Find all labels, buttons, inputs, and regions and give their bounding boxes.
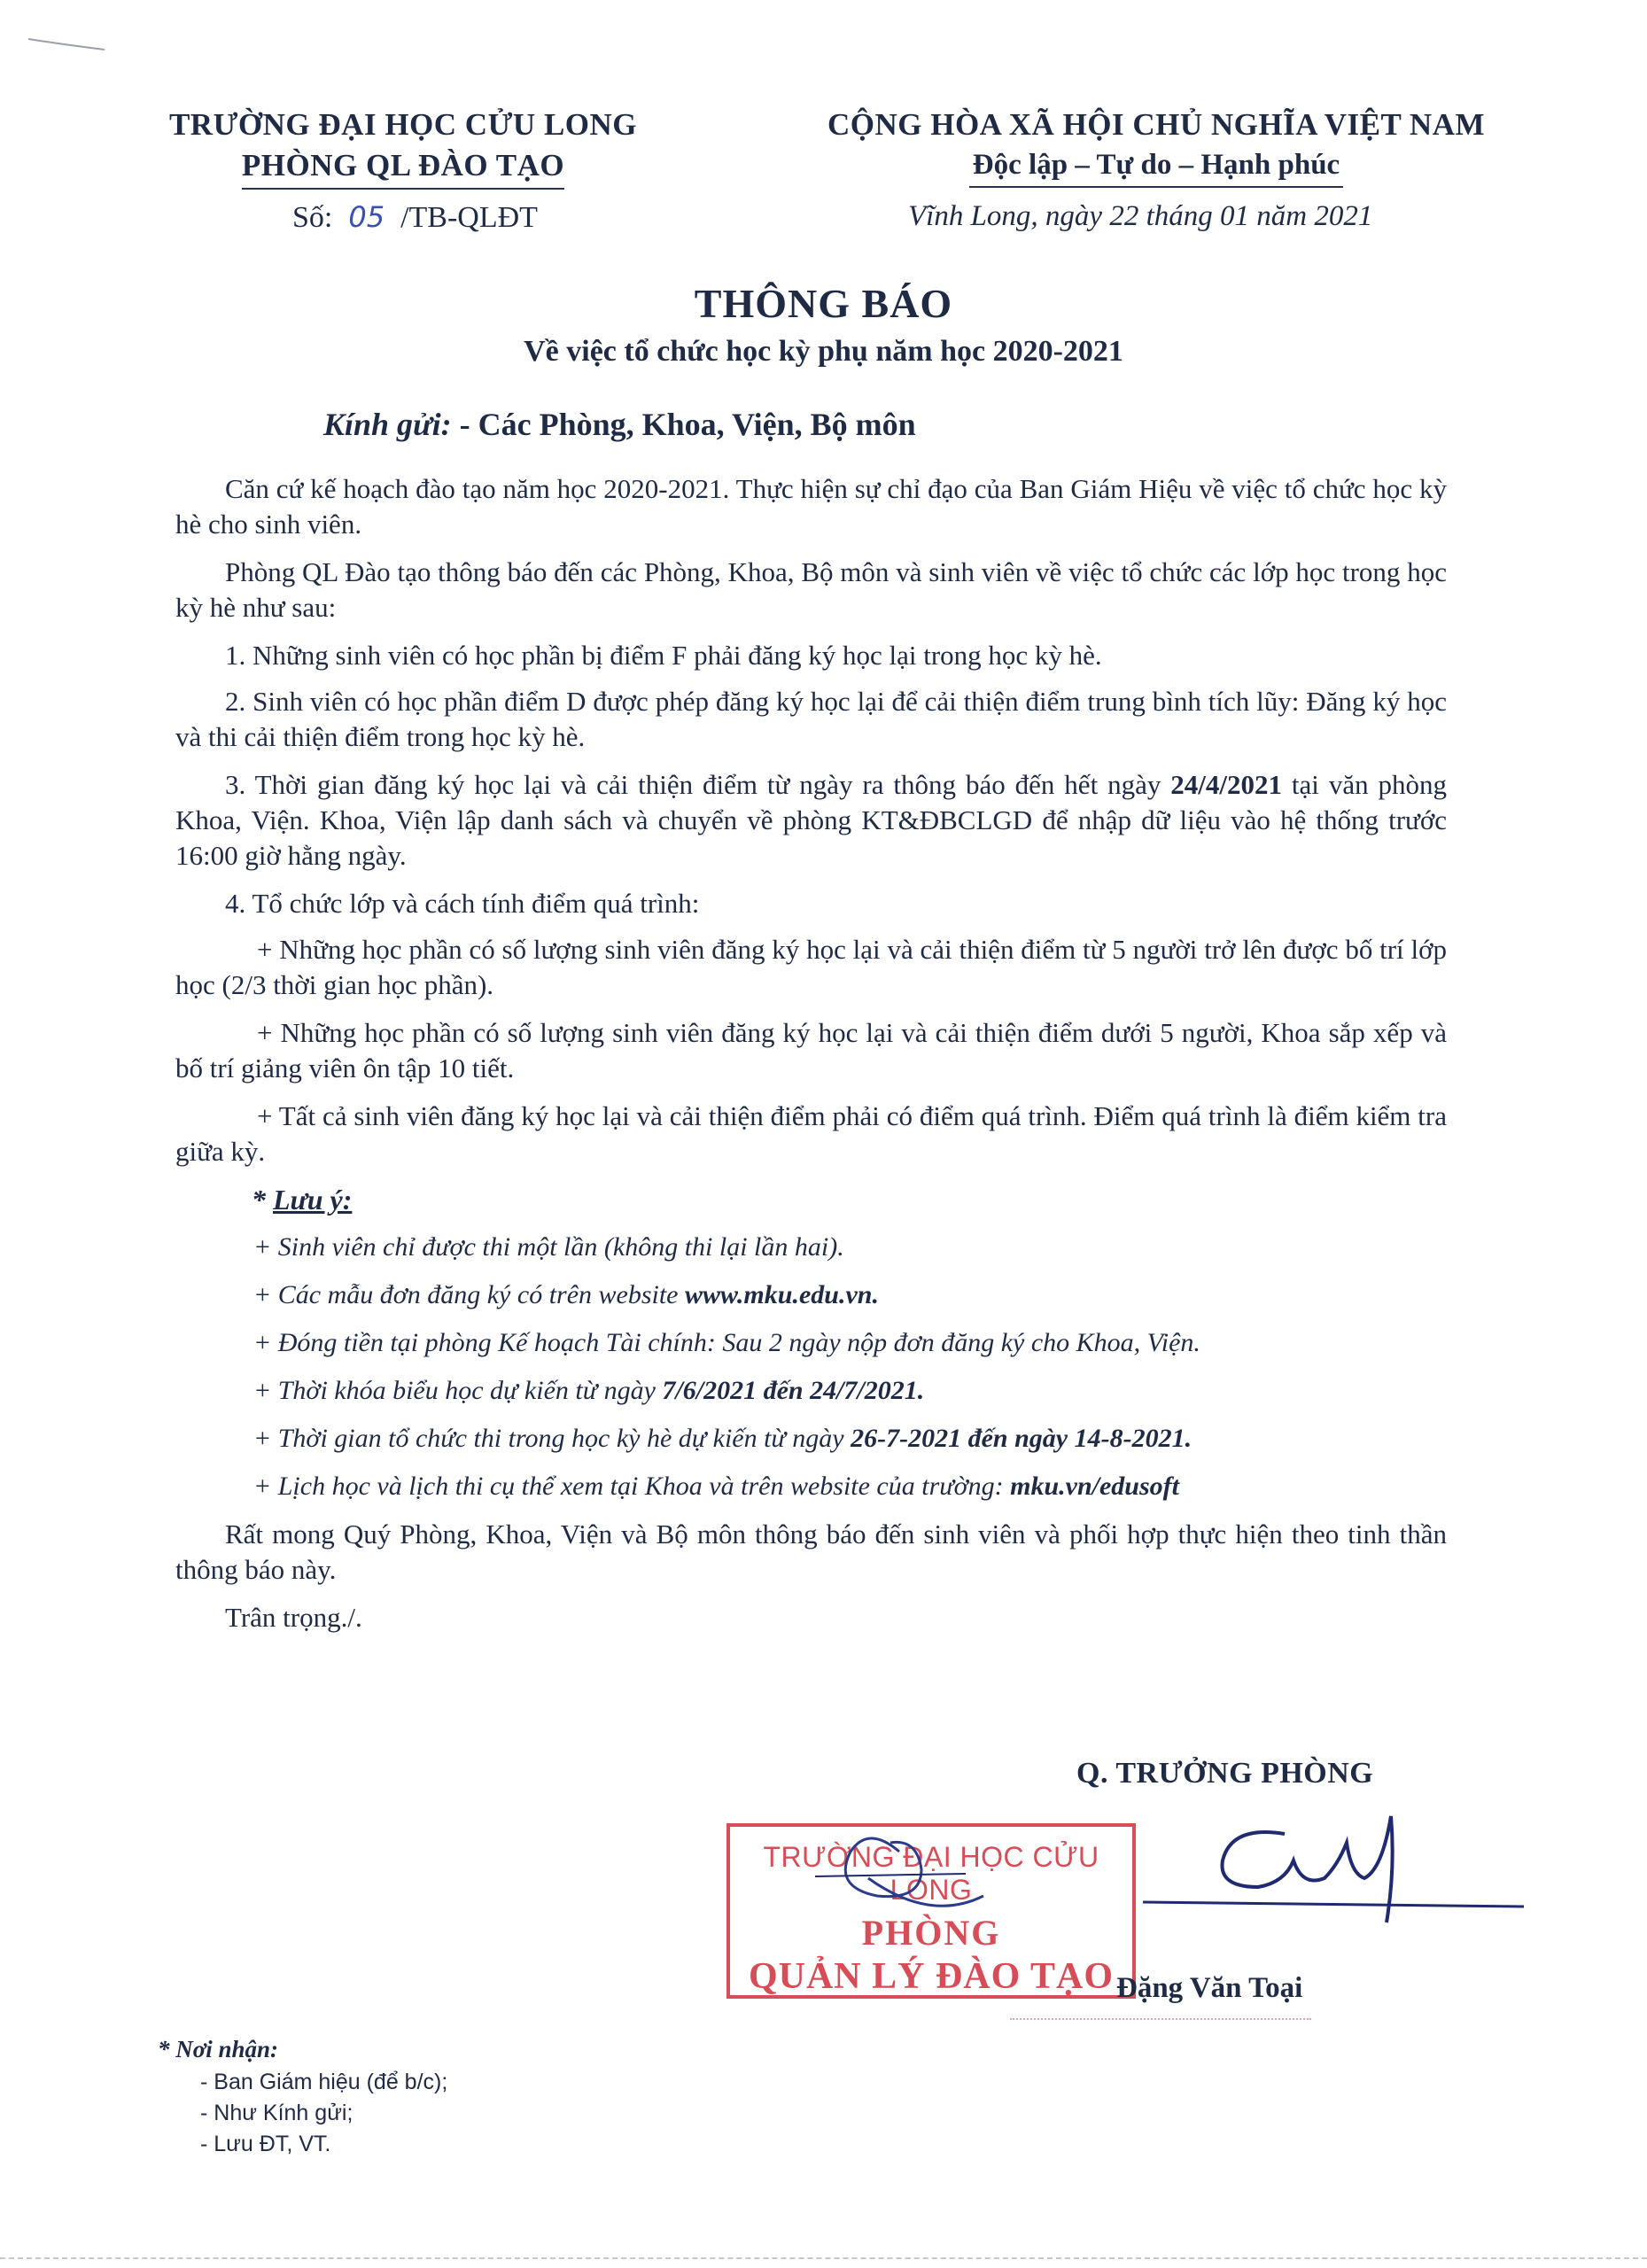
item-1: 1. Những sinh viên có học phần bị điểm F phải đăng ký học lại trong học kỳ hè. bbox=[225, 640, 1102, 671]
stamp-line-3: QUẢN LÝ ĐÀO TẠO bbox=[748, 1956, 1115, 1997]
national-header bbox=[780, 105, 1533, 188]
recipient-item: - Như Kính gửi; bbox=[200, 2101, 353, 2125]
scan-artifact-mark bbox=[27, 35, 106, 53]
recipient-item: - Ban Giám hiệu (để b/c); bbox=[200, 2070, 448, 2094]
closing-paragraph: Rất mong Quý Phòng, Khoa, Viện và Bộ môn thông báo đến sinh viên và phối hợp thực hiện theo tinh thần thông báo này. bbox=[175, 1518, 1447, 1585]
note-5 bbox=[175, 1421, 1447, 1456]
notes-heading bbox=[175, 1182, 1447, 1217]
note-5-text: + Thời gian tổ chức thi trong học kỳ hè dự kiến từ ngày bbox=[253, 1424, 851, 1453]
subitem-1: + Những học phần có số lượng sinh viên đăng ký học lại và cải thiện điểm từ 5 người trở lên được bố trí lớp học (2/3 thời gian học phần). bbox=[175, 934, 1447, 1000]
note-6-website: mku.vn/edusoft bbox=[1010, 1472, 1179, 1501]
closing-regards: Trân trọng./. bbox=[225, 1602, 362, 1633]
handwritten-signature bbox=[815, 1790, 1524, 1967]
item-3-text-a: 3. Thời gian đăng ký học lại và cải thiện điểm từ ngày ra thông báo đến hết ngày bbox=[225, 769, 1171, 800]
paragraph-announcement: Phòng QL Đào tạo thông báo đến các Phòng, Khoa, Bộ môn và sinh viên về việc tổ chức các lớp học trong học kỳ hè như sau: bbox=[175, 556, 1447, 623]
document-date: Vĩnh Long, ngày 22 tháng 01 năm 2021 bbox=[908, 200, 1373, 232]
recipients-title: * Nơi nhận: bbox=[158, 2036, 279, 2062]
subitem-2: + Những học phần có số lượng sinh viên đăng ký học lại và cải thiện điểm dưới 5 người, Khoa sắp xếp và bố trí giảng viên ôn tập 10 tiết. bbox=[175, 1017, 1447, 1084]
note-4-dates: 7/6/2021 đến 24/7/2021. bbox=[662, 1376, 925, 1405]
note-5-dates: 26-7-2021 đến ngày 14-8-2021. bbox=[851, 1424, 1193, 1453]
document-subtitle: Về việc tổ chức học kỳ phụ năm học 2020-2021 bbox=[524, 335, 1123, 368]
note-4 bbox=[175, 1373, 1447, 1409]
school-name: TRƯỜNG ĐẠI HỌC CỬU LONG bbox=[168, 107, 638, 142]
recipient-item: - Lưu ĐT, VT. bbox=[200, 2132, 331, 2156]
subitem-3: + Tất cả sinh viên đăng ký học lại và cải thiện điểm phải có điểm quá trình. Điểm quá trình là điểm kiểm tra giữa kỳ. bbox=[175, 1100, 1447, 1167]
item-3-text-b: tại văn phòng Khoa, Viện. Khoa, Viện lập danh sách và chuyển về phòng KT&ĐBCLGD để nhập dữ liệu vào hệ thống trước 16:00 giờ hằng ngày. bbox=[175, 769, 1448, 871]
recipients-block bbox=[158, 2036, 447, 2160]
recipient-label: Kính gửi: bbox=[323, 407, 452, 442]
document-number bbox=[292, 200, 538, 235]
item-3 bbox=[175, 767, 1447, 874]
item-3-deadline: 24/4/2021 bbox=[1170, 769, 1283, 800]
item-2: 2. Sinh viên có học phần điểm D được phép đăng ký học lại để cải thiện điểm trung bình tích lũy: Đăng ký học và thi cải thiện điểm trong học kỳ hè. bbox=[175, 686, 1447, 752]
scan-edge bbox=[0, 2257, 1647, 2261]
stamp-smudge bbox=[1010, 2018, 1311, 2023]
note-6-text: + Lịch học và lịch thi cụ thể xem tại Khoa và trên website của trường: bbox=[253, 1472, 1011, 1501]
recipient-value: - Các Phòng, Khoa, Viện, Bộ môn bbox=[459, 407, 916, 442]
department-name: PHÒNG QL ĐÀO TẠO bbox=[242, 145, 564, 190]
note-3: + Đóng tiền tại phòng Kế hoạch Tài chính: Sau 2 ngày nộp đơn đăng ký cho Khoa, Viện. bbox=[253, 1328, 1200, 1357]
signer-title: Q. TRƯỞNG PHÒNG bbox=[1076, 1757, 1374, 1790]
number-prefix: Số: bbox=[292, 201, 333, 234]
national-motto: Độc lập – Tự do – Hạnh phúc bbox=[969, 145, 1343, 188]
signer-name: Đặng Văn Toại bbox=[1116, 1972, 1303, 2004]
note-2-website: www.mku.edu.vn. bbox=[685, 1280, 879, 1309]
notes-heading-text: Lưu ý: bbox=[273, 1184, 353, 1216]
note-2 bbox=[175, 1278, 1447, 1313]
paragraph-basis: Căn cứ kế hoạch đào tạo năm học 2020-2021. Thực hiện sự chỉ đạo của Ban Giám Hiệu về việc tổ chức học kỳ hè cho sinh viên. bbox=[175, 473, 1447, 540]
note-1: + Sinh viên chỉ được thi một lần (không thi lại lần hai). bbox=[253, 1232, 844, 1262]
document-title: THÔNG BÁO bbox=[694, 281, 953, 326]
stamp-line-2: PHÒNG bbox=[861, 1913, 1001, 1953]
item-4: 4. Tổ chức lớp và cách tính điểm quá trình: bbox=[225, 888, 700, 919]
issuer-header bbox=[142, 105, 664, 190]
note-6 bbox=[175, 1469, 1447, 1504]
notes-star: * bbox=[252, 1184, 266, 1216]
country-name: CỘNG HÒA XÃ HỘI CHỦ NGHĨA VIỆT NAM bbox=[827, 107, 1486, 142]
document-body bbox=[175, 471, 1447, 1648]
note-4-text: + Thời khóa biểu học dự kiến từ ngày bbox=[253, 1376, 663, 1405]
note-2-text: + Các mẫu đơn đăng ký có trên website bbox=[253, 1280, 686, 1309]
handwritten-number: 05 bbox=[348, 200, 385, 234]
number-suffix: /TB-QLĐT bbox=[400, 201, 538, 234]
stamp-line-1: TRƯỜNG ĐẠI HỌC CỬU LONG bbox=[763, 1841, 1099, 1906]
recipient-line bbox=[323, 406, 916, 443]
